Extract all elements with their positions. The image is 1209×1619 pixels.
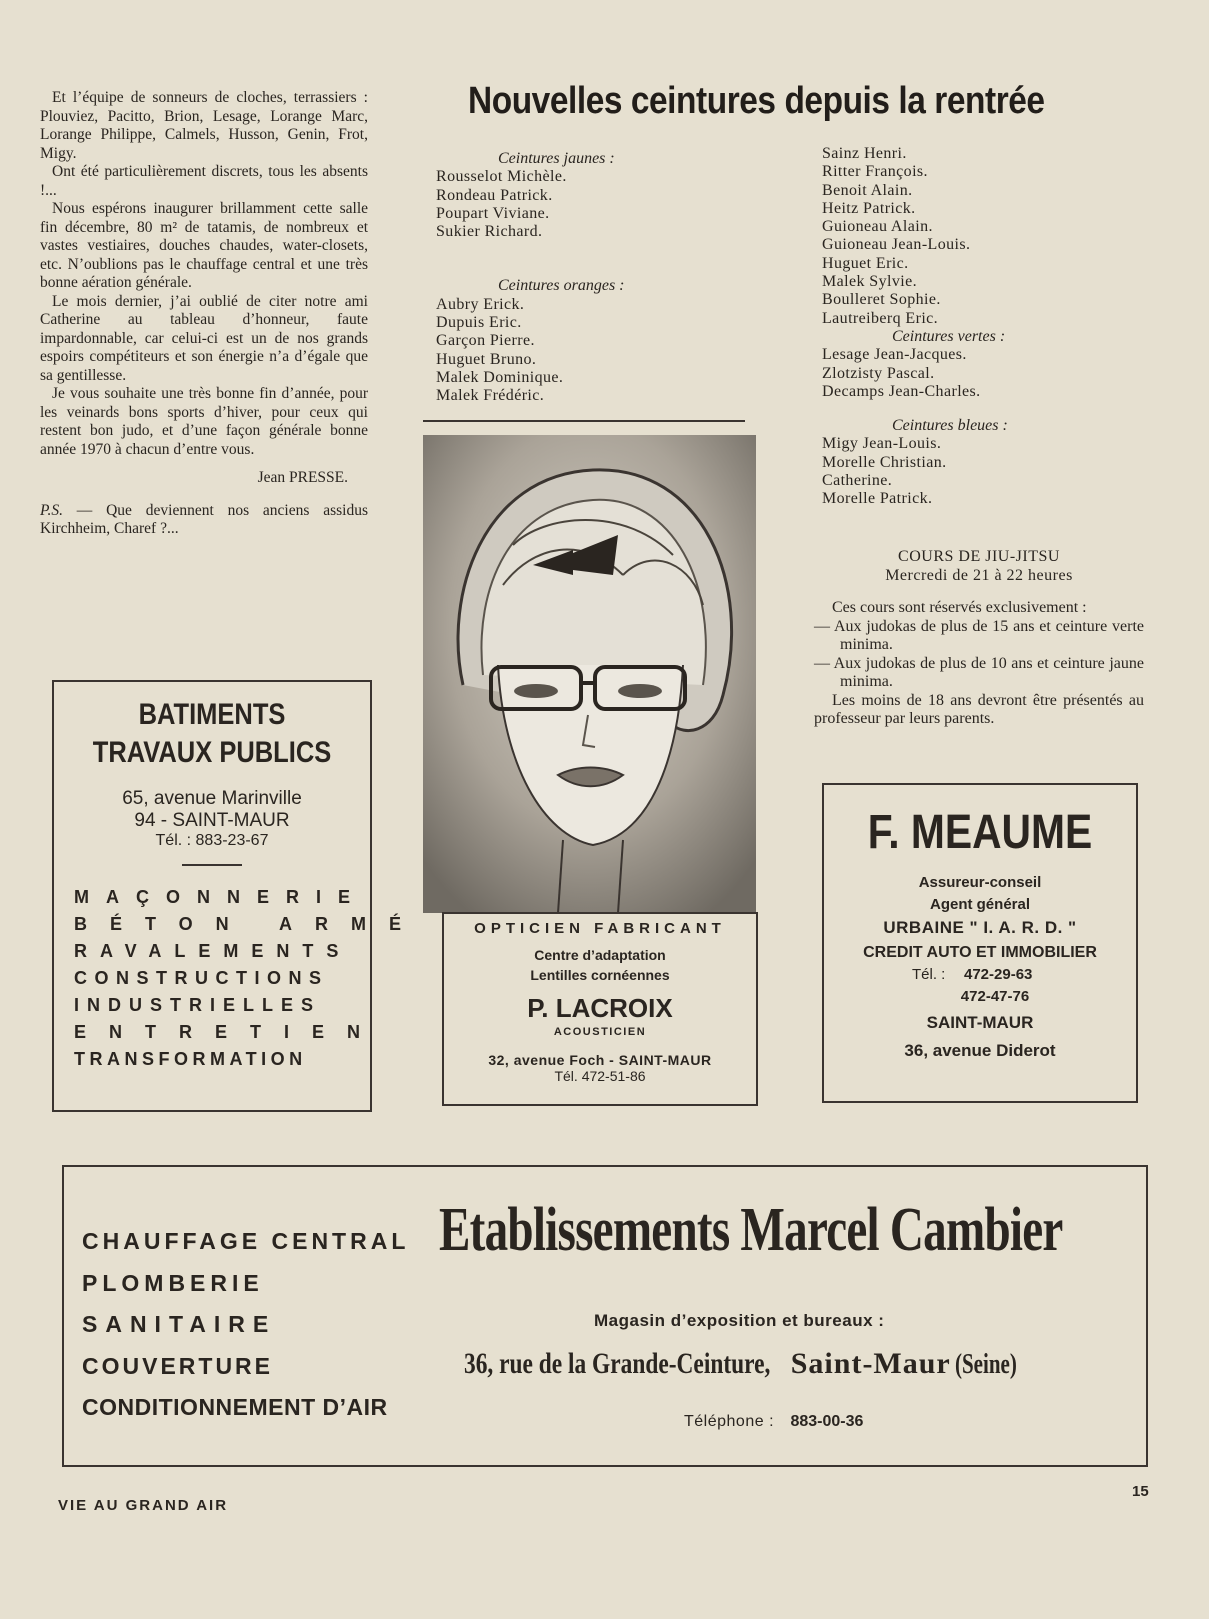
paragraph-team: Et l’équipe de sonneurs de cloches, terrassiers : Plouviez, Pacitto, Brion, Lesage, Lorange Marc, Lorange Philippe, Calmels, Husson, Genin, Frot, Migy. [40, 89, 368, 162]
belts-list-left [436, 150, 736, 406]
list-item: Morelle Christian. [822, 453, 947, 471]
jiujitsu-intro: Ces cours sont réservés exclusivement : [832, 599, 1087, 616]
btp-divider [182, 864, 242, 866]
optician-name: P. LACROIX [527, 993, 673, 1023]
meaume-role-1: Assureur-conseil [918, 874, 1042, 891]
btp-service: RAVALEMENTS [74, 941, 352, 961]
meaume-company: URBAINE " I. A. R. D. " [883, 918, 1077, 937]
list-item: Boulleret Sophie. [822, 291, 941, 309]
list-item: Catherine. [822, 472, 893, 490]
cambier-services [82, 1221, 409, 1429]
btp-service: MAÇONNERIE [74, 887, 368, 907]
bleues-heading: Ceintures bleues : [892, 417, 1008, 435]
cambier-city: Saint-Maur [790, 1347, 951, 1380]
cambier-service: CHAUFFAGE CENTRAL [82, 1228, 410, 1254]
meaume-phone-2: 472-47-76 [960, 988, 1030, 1005]
meaume-address: 36, avenue Diderot [904, 1041, 1056, 1060]
optician-line-1: Centre d’adaptation [534, 947, 666, 963]
divider-rule [423, 420, 745, 422]
list-item: Malek Frédéric. [436, 387, 545, 405]
optician-address: 32, avenue Foch - SAINT-MAUR [488, 1052, 712, 1068]
meaume-tel-label: Tél. : [912, 966, 946, 983]
list-item: Poupart Viviane. [436, 204, 550, 222]
btp-service: TRANSFORMATION [74, 1049, 307, 1069]
jiujitsu-note: Les moins de 18 ans devront être présentés au professeur par leurs parents. [814, 691, 1144, 727]
belts-title: Nouvelles ceintures depuis la rentrée [468, 80, 1045, 122]
list-item: Migy Jean-Louis. [822, 435, 942, 453]
list-item: Morelle Patrick. [822, 490, 933, 508]
meaume-role-2: Agent général [929, 896, 1031, 913]
jiujitsu-schedule: Mercredi de 21 à 22 heures [885, 566, 1073, 584]
jaunes-heading: Ceintures jaunes : [498, 150, 615, 167]
ad-btp [52, 680, 425, 1112]
btp-address-2: 94 - SAINT-MAUR [134, 810, 290, 831]
btp-title-1: BATIMENTS [138, 698, 286, 731]
oranges-heading: Ceintures oranges : [498, 277, 625, 295]
optician-phone: Tél. 472-51-86 [554, 1068, 646, 1084]
cambier-region: (Seine) [954, 1349, 1017, 1380]
optician-illustration [423, 435, 756, 913]
signature: Jean PRESSE. [257, 469, 348, 486]
list-item: Rondeau Patrick. [436, 186, 553, 204]
paragraph-catherine: Le mois dernier, j’ai oublié de citer notre ami Catherine au tableau d’honneur, faute impardonnable, car celui-ci est un de nos grands espoirs compétiteurs et son énergie n’a d’égale que sa gentillesse. [40, 292, 368, 384]
cambier-phone: 883-00-36 [790, 1413, 864, 1430]
ad-meaume [822, 783, 1138, 1103]
ps-text: — Que deviennent nos anciens assidus Kirchheim, Charef ?... [40, 501, 368, 537]
btp-phone: Tél. : 883-23-67 [155, 832, 269, 849]
jiujitsu-item-1: — Aux judokas de plus de 15 ans et ceinture verte minima. [814, 617, 1144, 653]
btp-title-2: TRAVAUX PUBLICS [92, 736, 332, 769]
cambier-service: PLOMBERIE [82, 1269, 264, 1296]
cambier-phone-line [684, 1413, 863, 1431]
btp-service: CONSTRUCTIONS [74, 968, 329, 988]
btp-address-1: 65, avenue Marinville [122, 788, 302, 809]
list-item: Sainz Henri. [822, 145, 907, 162]
meaume-city: SAINT-MAUR [926, 1013, 1034, 1032]
ps-label: P.S. [40, 501, 63, 519]
cambier-service: SANITAIRE [82, 1311, 277, 1337]
list-item: Lautreiberq Eric. [822, 309, 939, 327]
paragraph-wishes: Je vous souhaite une très bonne fin d’année, pour les veinards bons sports d’hiver, pour ceux qui restent bon judo, et d’une façon générale bonne année 1970 à chacun d’entre vous. [40, 385, 368, 458]
list-item: Guioneau Jean-Louis. [822, 236, 971, 254]
list-item: Huguet Bruno. [436, 350, 537, 368]
list-item: Guioneau Alain. [822, 218, 933, 236]
cambier-address-line [464, 1347, 1037, 1381]
list-item: Benoit Alain. [822, 181, 913, 199]
jiujitsu-section [814, 548, 1144, 729]
cambier-name: Etablissements Marcel Cambier [439, 1196, 1063, 1264]
cambier-phone-label: Téléphone : [684, 1413, 775, 1430]
jiujitsu-item-2: — Aux judokas de plus de 10 ans et ceinture jaune minima. [814, 654, 1144, 690]
list-item: Malek Sylvie. [822, 273, 917, 291]
meaume-phone-1: 472-29-63 [964, 966, 1033, 983]
paragraph-absents: Ont été particulièrement discrets, tous les absents !... [40, 163, 368, 199]
list-item: Aubry Erick. [436, 295, 525, 313]
article-left-column [40, 89, 368, 539]
list-item: Dupuis Eric. [436, 314, 522, 332]
list-item: Garçon Pierre. [436, 332, 535, 350]
list-item: Lesage Jean-Jacques. [822, 346, 967, 364]
list-item: Sukier Richard. [436, 223, 543, 241]
optician-role: ACOUSTICIEN [553, 1026, 647, 1038]
optician-line-2: Lentilles cornéennes [530, 967, 670, 983]
vertes-heading: Ceintures vertes : [892, 327, 1006, 345]
meaume-name: F. MEAUME [867, 806, 1093, 859]
paragraph-salle: Nous espérons inaugurer brillamment cette salle fin décembre, 80 m² de tatamis, de nombreux et vastes vestiaires, douches chaudes, water-closets, etc. N’oublions pas le chauffage central et une très bonne aération générale. [40, 200, 368, 291]
footer-publication: VIE AU GRAND AIR [58, 1497, 229, 1514]
optician-headline: OPTICIEN FABRICANT [474, 920, 726, 937]
cambier-address: 36, rue de la Grande-Ceinture, [464, 1347, 771, 1380]
list-item: Ritter François. [822, 163, 928, 181]
list-item: Rousselot Michèle. [436, 168, 567, 186]
ad-cambier [62, 1165, 1148, 1467]
cambier-service: CONDITIONNEMENT D’AIR [82, 1394, 388, 1420]
belts-list-right [822, 145, 1102, 509]
postscript [40, 502, 368, 539]
list-item: Zlotzisty Pascal. [822, 364, 935, 382]
cambier-service: COUVERTURE [82, 1352, 274, 1379]
ad-optician [442, 912, 758, 1106]
footer-page-number: 15 [1132, 1483, 1149, 1500]
btp-service: ENTRETIEN [74, 1022, 384, 1042]
list-item: Heitz Patrick. [822, 199, 916, 217]
woman-with-glasses-drawing [423, 435, 756, 913]
btp-service: INDUSTRIELLES [74, 995, 322, 1015]
list-item: Malek Dominique. [436, 368, 564, 386]
list-item: Huguet Eric. [822, 254, 909, 272]
jiujitsu-title: COURS DE JIU-JITSU [898, 548, 1060, 565]
cambier-subtitle: Magasin d’exposition et bureaux : [594, 1311, 885, 1330]
list-item: Decamps Jean-Charles. [822, 382, 981, 400]
meaume-credit: CREDIT AUTO ET IMMOBILIER [863, 944, 1097, 961]
btp-service: BÉTON ARMÉ [74, 914, 425, 934]
